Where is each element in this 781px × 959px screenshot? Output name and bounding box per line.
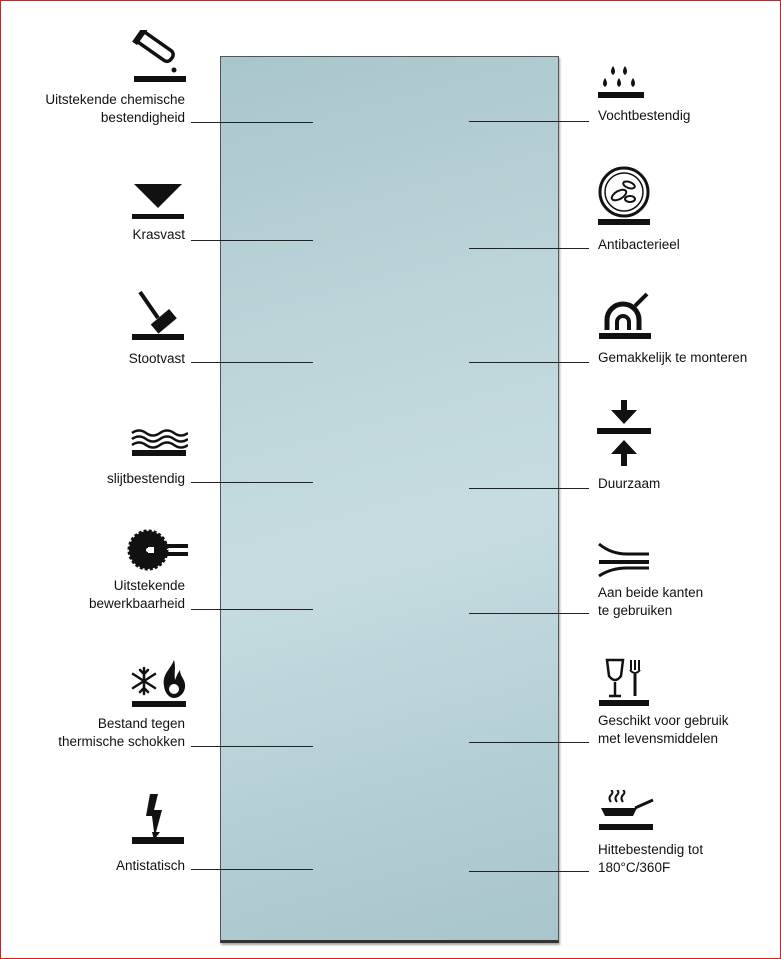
leader-line-chemical bbox=[191, 122, 313, 123]
leader-line-impact bbox=[191, 362, 313, 363]
leader-line-heat bbox=[469, 871, 589, 872]
leader-line-durable bbox=[469, 488, 589, 489]
glass-panel bbox=[220, 56, 559, 943]
snowflake-flame-icon bbox=[130, 656, 188, 708]
label-wear: slijtbestendig bbox=[106, 471, 185, 486]
label-durable: Duurzaam bbox=[598, 476, 661, 491]
leader-line-machinability bbox=[191, 609, 313, 610]
label-antistatic: Antistatisch bbox=[115, 858, 185, 873]
compression-arrows-icon bbox=[597, 398, 651, 468]
test-tube-drip-icon bbox=[128, 30, 188, 86]
label-heat: Hittebestendig tot 180°C/360F bbox=[598, 842, 704, 875]
leader-line-mounting bbox=[469, 362, 589, 363]
label-antibacterial: Antibacterieel bbox=[598, 237, 680, 252]
hammer-impact-icon bbox=[130, 288, 186, 344]
cone-scratch-icon bbox=[130, 182, 186, 222]
frying-pan-steam-icon bbox=[597, 790, 655, 832]
leader-line-double-sided bbox=[469, 613, 589, 614]
leader-line-wear bbox=[191, 482, 313, 483]
lightning-bolt-icon bbox=[130, 792, 186, 848]
leader-line-moisture bbox=[469, 121, 589, 122]
label-scratch: Krasvast bbox=[132, 227, 185, 242]
mounting-clamp-icon bbox=[597, 292, 653, 342]
leader-line-scratch bbox=[191, 240, 313, 241]
label-chemical: Uitstekende chemische bestendigheid bbox=[45, 92, 185, 125]
label-impact: Stootvast bbox=[128, 351, 185, 366]
label-food-safe: Geschikt voor gebruik met levensmiddelen bbox=[598, 713, 729, 746]
water-drops-icon bbox=[597, 64, 645, 100]
label-mounting: Gemakkelijk te monteren bbox=[598, 350, 748, 365]
double-sided-lines-icon bbox=[597, 542, 651, 580]
bacteria-petri-icon bbox=[597, 165, 653, 227]
wave-layers-icon bbox=[130, 428, 188, 458]
leader-line-thermal bbox=[191, 746, 313, 747]
leader-line-antibacterial bbox=[469, 248, 589, 249]
leader-line-food-safe bbox=[469, 742, 589, 743]
glass-fork-icon bbox=[597, 656, 651, 708]
leader-line-antistatic bbox=[191, 869, 313, 870]
label-thermal: Bestand tegen thermische schokken bbox=[58, 716, 185, 749]
saw-blade-icon bbox=[126, 528, 190, 574]
label-moisture: Vochtbestendig bbox=[598, 108, 691, 123]
label-double-sided: Aan beide kanten te gebruiken bbox=[598, 585, 704, 618]
label-machinability: Uitstekende bewerkbaarheid bbox=[88, 578, 185, 611]
